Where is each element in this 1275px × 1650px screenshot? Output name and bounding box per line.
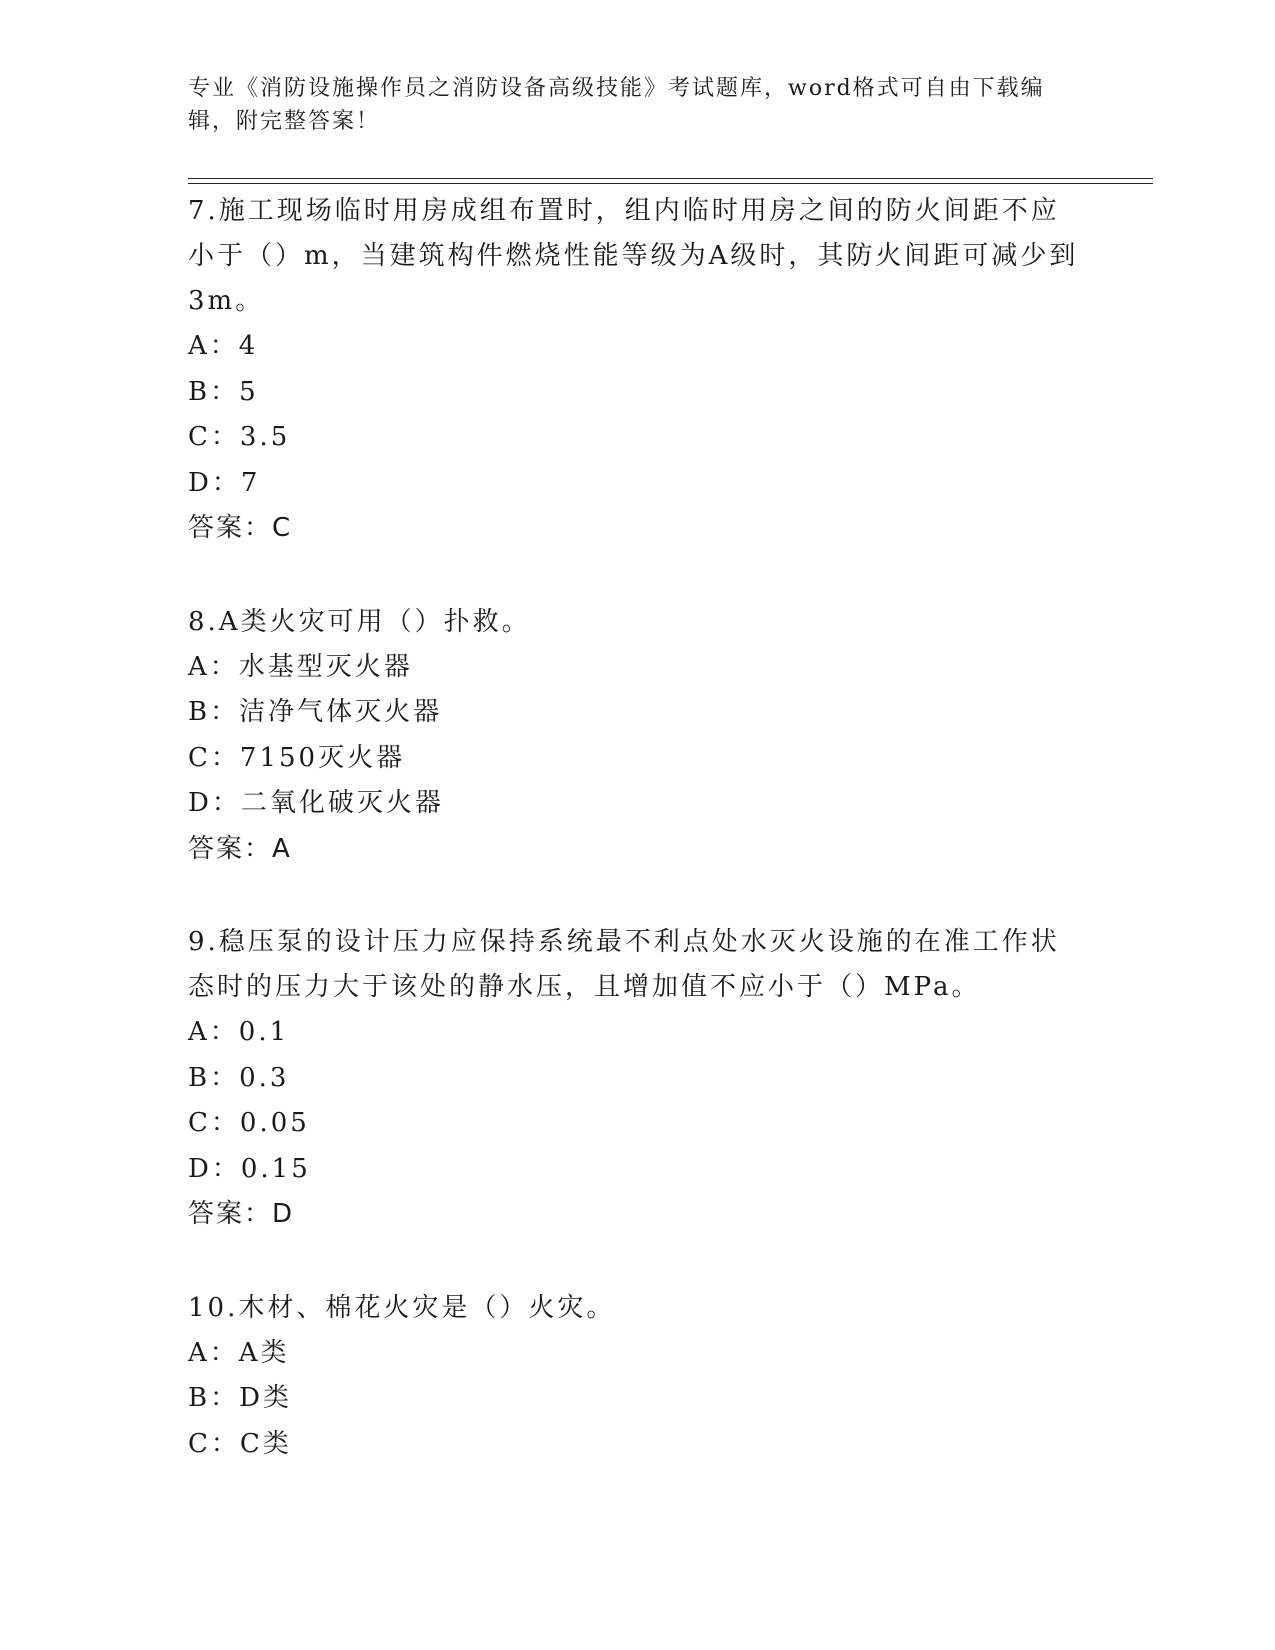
option-value: 3.5 [239,422,291,452]
option-value: 5 [239,376,259,407]
option-b [188,1056,1088,1102]
question-7 [188,187,1088,552]
option-value: C类 [239,1428,292,1459]
option-value: 0.1 [238,1017,290,1047]
option-key: A： [188,331,239,361]
answer-line: 答案：D [188,1199,295,1229]
option-key: A： [188,1337,239,1368]
option-key: A： [188,1017,239,1047]
option-a [188,645,1088,691]
option-value: 0.3 [239,1062,290,1093]
option-d [188,1147,1088,1193]
question-text: 9.稳压泵的设计压力应保持系统最不利点处水灭火设施的在准工作状态时的压力大于该处的静水压，且增加值不应小于（）MPa。 [188,927,1060,1002]
option-d [188,461,1088,507]
option-c [188,736,1088,782]
option-value: 7 [240,467,261,498]
document-header: 专业《消防设施操作员之消防设备高级技能》考试题库，word格式可自由下载编辑，附完整答案！ [188,76,1045,134]
option-a [188,324,1088,370]
answer-line: 答案：C [188,513,293,543]
question-text: 10.木材、棉花火灾是（）火灾。 [188,1292,616,1323]
option-c [188,415,1088,461]
option-value: A类 [238,1337,290,1368]
option-value: 7150灭火器 [239,742,406,773]
option-key: A： [188,651,239,682]
option-key: D： [188,788,241,818]
header-divider-top [188,178,1153,179]
option-b [188,370,1088,416]
option-a [188,1010,1088,1056]
option-c [188,1101,1088,1147]
option-key: B： [188,697,240,727]
question-8 [188,598,1088,873]
option-key: C： [188,742,240,773]
option-a [188,1331,1088,1377]
option-key: D： [188,1153,241,1184]
option-value: 0.15 [240,1153,311,1184]
option-key: B： [188,1383,240,1413]
option-b [188,690,1088,736]
option-key: D： [188,467,241,498]
option-d [188,781,1088,827]
header-divider-bottom [188,183,1153,184]
question-text: 7.施工现场临时用房成组布置时，组内临时用房之间的防火间距不应小于（）m，当建筑构件燃烧性能等级为A级时，其防火间距可减少到3m。 [188,196,1079,316]
option-key: C： [188,1428,240,1459]
option-value: 0.05 [239,1108,310,1138]
option-key: B： [188,1062,240,1093]
option-value: 水基型灭火器 [238,651,413,682]
answer-line: 答案：A [188,833,292,864]
option-key: C： [188,422,240,452]
option-key: C： [188,1108,240,1138]
question-list [188,187,1088,1513]
option-key: B： [188,376,240,407]
question-9 [188,918,1088,1238]
option-c [188,1422,1088,1468]
option-value: 二氧化破灭火器 [240,788,444,818]
question-text: 8.A类火灾可用（）扑救。 [188,606,531,637]
question-10 [188,1284,1088,1468]
option-b [188,1376,1088,1422]
option-value: 4 [238,331,259,361]
option-value: 洁净气体灭火器 [239,697,443,727]
option-value: D类 [239,1383,292,1413]
